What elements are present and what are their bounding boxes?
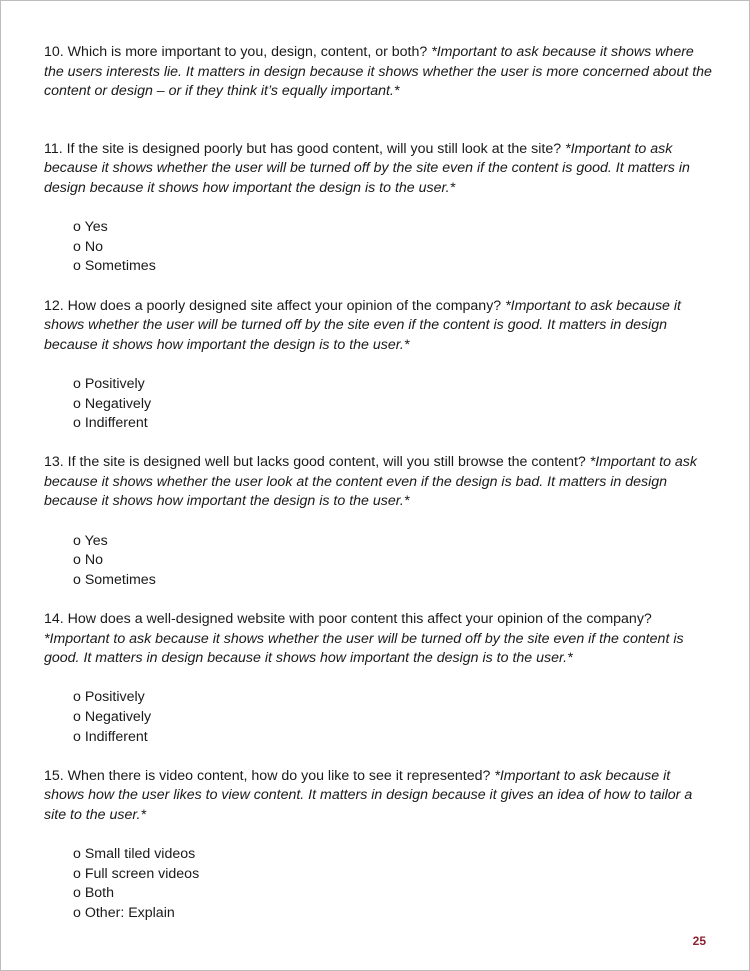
question-note: *Important to ask because it shows where the users interests lie. It matters in design because it shows whether the user is more concerned about the content or design – or if they think it’s equally important.* bbox=[44, 44, 712, 100]
question-note: *Important to ask because it shows whether the user will be turned off by the site even if the content is good. It matters in design because it shows how important the design is to the user.* bbox=[44, 297, 681, 353]
option-item[interactable]: o Sometimes bbox=[73, 571, 156, 588]
options-list-15 bbox=[44, 845, 714, 923]
question-13 bbox=[44, 453, 714, 512]
option-item[interactable]: o Yes bbox=[73, 532, 108, 549]
option-item[interactable]: o Yes bbox=[73, 219, 108, 236]
options-list-11 bbox=[44, 218, 714, 277]
question-12 bbox=[44, 297, 714, 356]
option-item[interactable]: o No bbox=[73, 238, 103, 255]
question-10 bbox=[44, 43, 714, 102]
question-note: *Important to ask because it shows whether the user look at the content even if the design is bad. It matters in design because it shows how important the design is to the user.* bbox=[44, 454, 697, 510]
option-item[interactable]: o Indifferent bbox=[73, 415, 148, 432]
option-item[interactable]: o Negatively bbox=[73, 709, 152, 725]
option-item[interactable]: o Positively bbox=[73, 689, 145, 706]
spacer bbox=[44, 747, 714, 767]
options-list-12 bbox=[44, 375, 714, 434]
question-14 bbox=[44, 610, 714, 669]
page-number: 25 bbox=[692, 934, 706, 948]
question-note: *Important to ask because it shows how the user likes to view content. It matters in design because it gives an idea of how to tailor a site to the user.* bbox=[44, 767, 693, 823]
spacer bbox=[44, 434, 714, 454]
option-item[interactable]: o Small tiled videos bbox=[73, 846, 196, 863]
option-item[interactable]: o Sometimes bbox=[73, 258, 156, 275]
question-15 bbox=[44, 767, 714, 826]
question-text: 14. How does a well-designed website with poor content this affect your opinion of the company? bbox=[44, 611, 652, 628]
question-note: *Important to ask because it shows whether the user will be turned off by the site even if the content is good. It matters in design because it shows how important the design is to the user.* bbox=[44, 140, 690, 196]
options-list-13 bbox=[44, 532, 714, 591]
question-text: 10. Which is more important to you, design, content, or both? bbox=[44, 44, 432, 60]
question-text: 15. When there is video content, how do you like to see it represented? bbox=[44, 767, 495, 784]
option-item[interactable]: o Indifferent bbox=[73, 728, 148, 745]
option-item[interactable]: o Other: Explain bbox=[73, 904, 175, 921]
option-item[interactable]: o Negatively bbox=[73, 395, 152, 412]
option-item[interactable]: o Positively bbox=[73, 375, 145, 392]
option-item[interactable]: o Both bbox=[73, 885, 115, 902]
spacer bbox=[44, 590, 714, 610]
question-text: 12. How does a poorly designed site affect your opinion of the company? bbox=[44, 297, 506, 314]
option-item[interactable]: o Full screen videos bbox=[73, 865, 200, 882]
question-text: 13. If the site is designed well but lacks good content, will you still browse the content? bbox=[44, 454, 590, 471]
question-11 bbox=[44, 140, 714, 199]
option-item[interactable]: o No bbox=[73, 552, 103, 569]
question-note: *Important to ask because it shows whether the user will be turned off by the site even if the content is good. It matters in design because it shows how important the design is to the user.* bbox=[44, 630, 684, 667]
spacer bbox=[44, 277, 714, 297]
options-list-14 bbox=[44, 688, 714, 747]
question-text: 11. If the site is designed poorly but has good content, will you still look at the site? bbox=[44, 140, 566, 157]
questionnaire-content bbox=[44, 43, 714, 924]
